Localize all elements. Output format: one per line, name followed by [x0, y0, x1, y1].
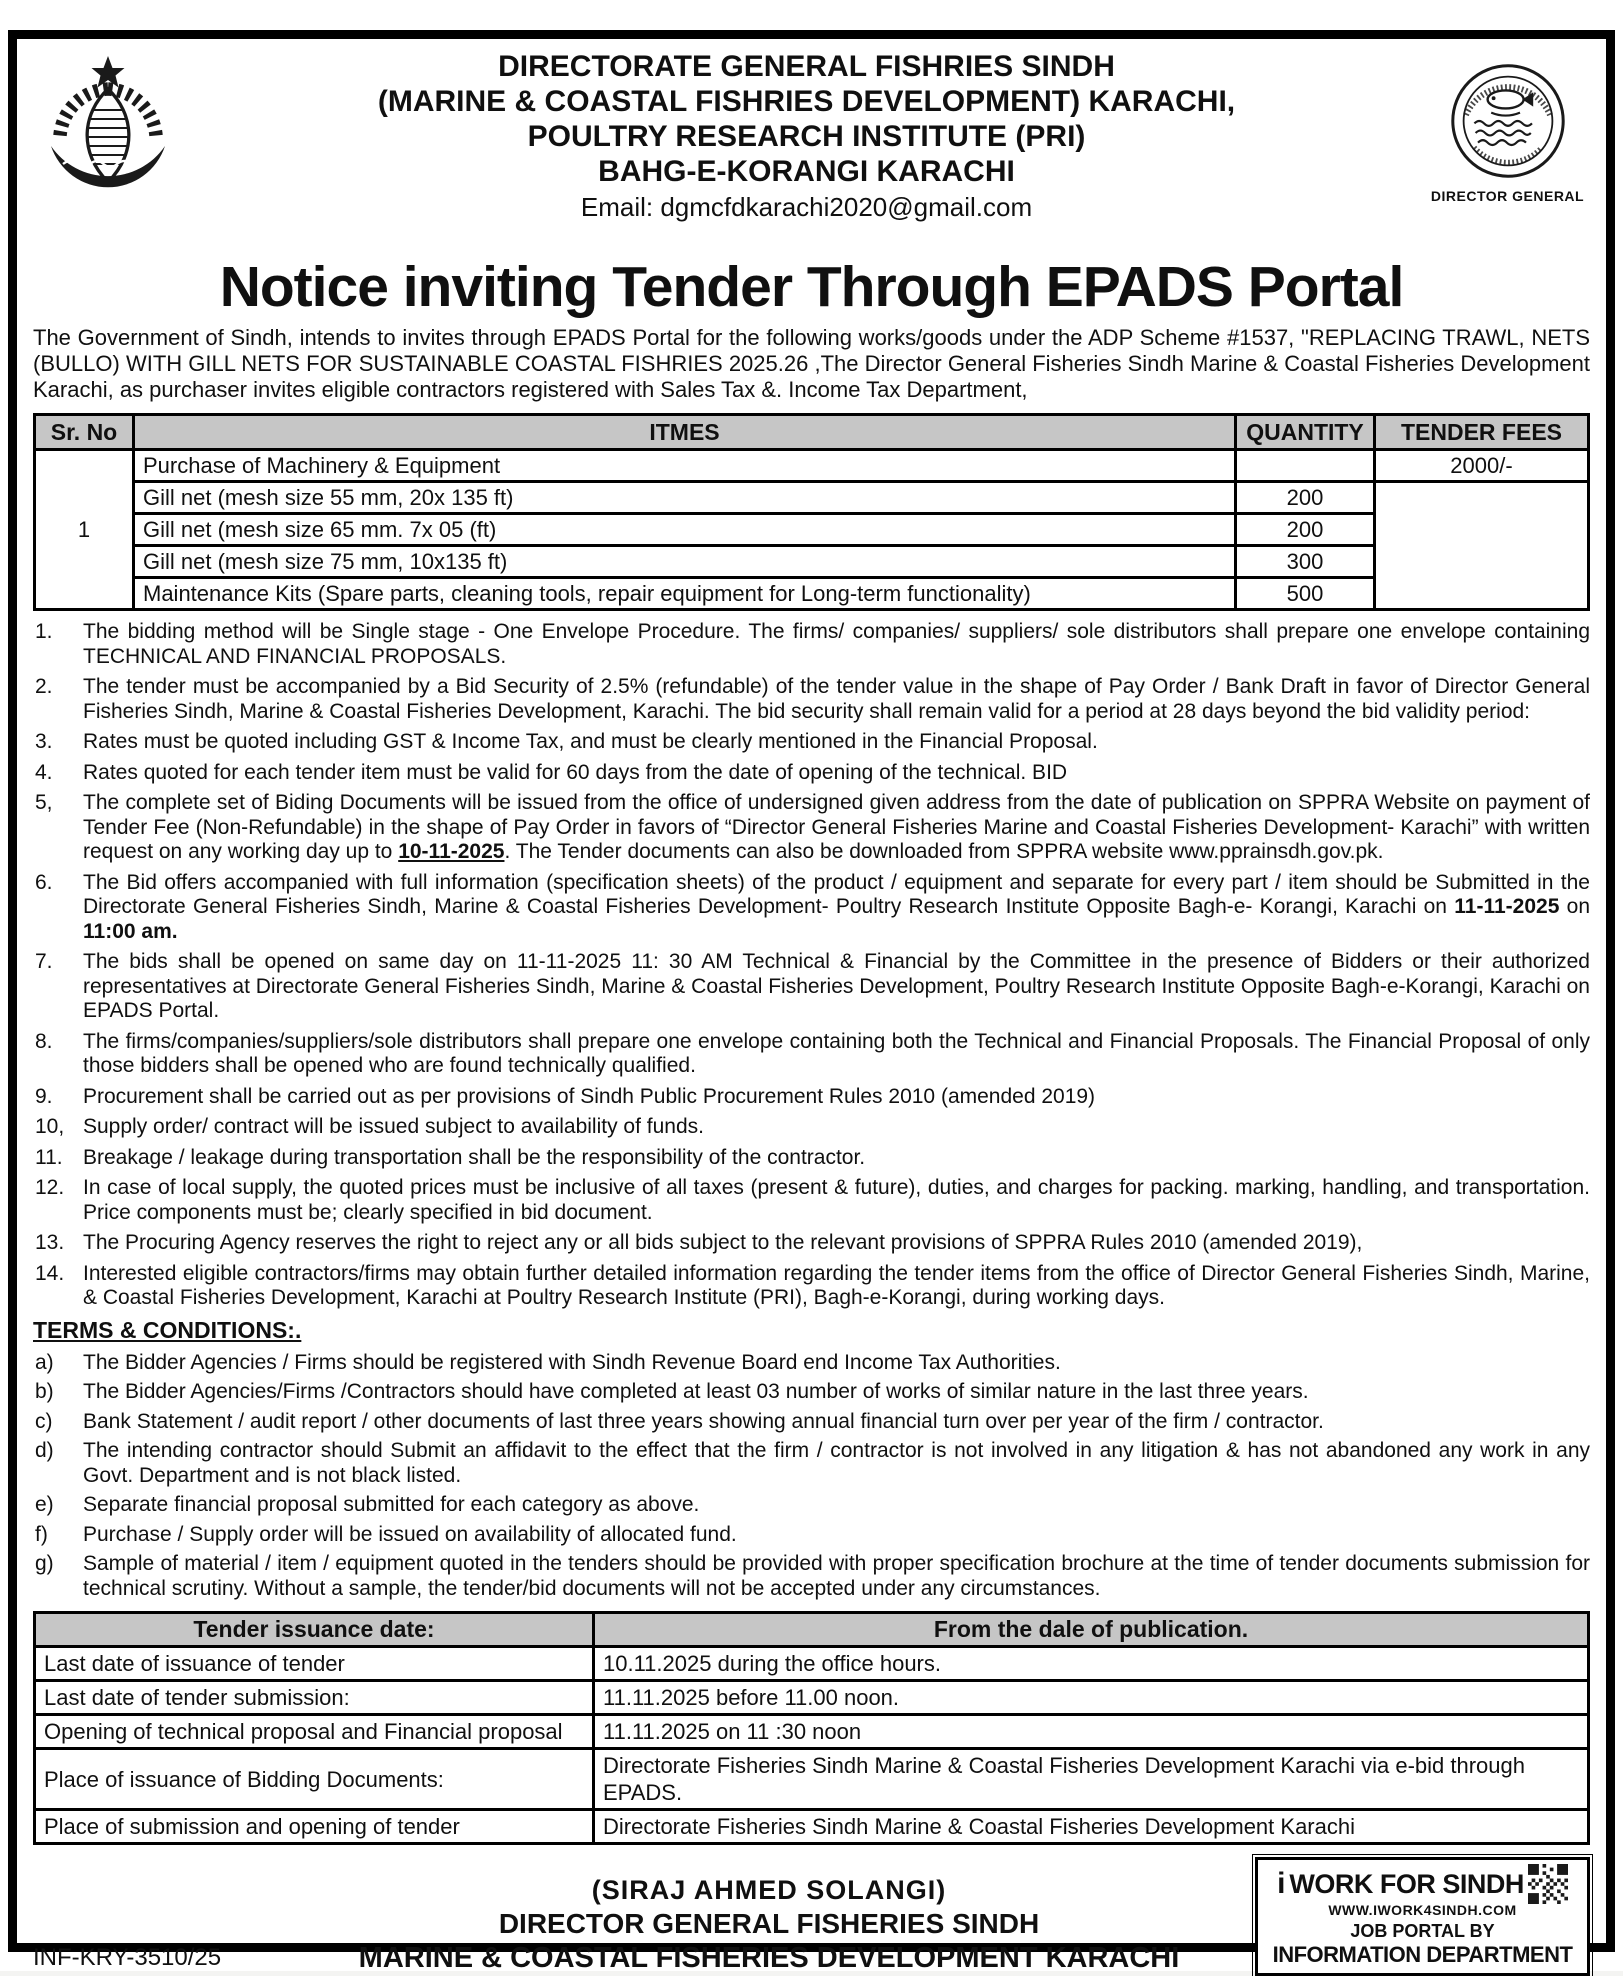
condition-text: The firms/companies/suppliers/sole distributors shall prepare one envelope containing both the Technical and Financial Proposals. The Financial Proposal of only those bidders shall be opened who are found technically qualified.: [83, 1029, 1590, 1077]
header-text-block: [188, 47, 1425, 223]
condition-item: [33, 1262, 1590, 1311]
condition-item: [33, 620, 1590, 669]
signatory-title: DIRECTOR GENERAL FISHERIES SINDH: [498, 1908, 1040, 1939]
items-table-row: [35, 482, 1589, 514]
condition-item: [33, 761, 1590, 786]
term-text: The Bidder Agencies/Firms /Contractors should have completed at least 03 number of works of similar nature in the last three years.: [83, 1380, 1309, 1403]
condition-marker: 4.: [35, 760, 53, 784]
schedule-row: [35, 1749, 1589, 1810]
quantity-cell: [1236, 450, 1375, 482]
condition-item: [33, 1231, 1590, 1256]
schedule-row: [35, 1715, 1589, 1749]
item-cell: Gill net (mesh size 55 mm, 20x 135 ft): [134, 482, 1236, 514]
schedule-label-cell: Last date of tender submission:: [35, 1681, 594, 1715]
schedule-label-cell: Last date of issuance of tender: [35, 1647, 594, 1681]
condition-text: In case of local supply, the quoted prices must be inclusive of all taxes (present & future), duties, and charges for packing. marking, handling, and transportation. Price components must be; clearly specified in bid document.: [83, 1176, 1590, 1224]
condition-item: [33, 1085, 1590, 1110]
schedule-label-cell: Place of submission and opening of tender: [35, 1810, 594, 1844]
condition-text: The bids shall be opened on same day on 11-11-2025 11: 30 AM Technical & Financial by the Committee in the presence of Bidders or their authorized representatives at Directorate General Fisheries Sindh, Marine & Coastal Fisheries Development, Poultry Research Institute Opposite Bagh-e-Korangi, Karachi on EPADS Portal.: [83, 950, 1590, 1022]
sindh-government-emblem-icon: [33, 53, 183, 248]
col-header-tender-fees: TENDER FEES: [1375, 415, 1589, 450]
term-text: Sample of material / item / equipment quoted in the tenders should be provided with proper specification brochure at the time of tender documents submission for technical scrutiny. Without a sample, the tender/bid documents will not be accepted under any circumstances.: [83, 1552, 1590, 1600]
iwork-line2: JOB PORTAL BY: [1350, 1921, 1495, 1941]
condition-item: [33, 1146, 1590, 1171]
signature-block: [283, 1874, 1255, 1976]
notice-footer: [33, 1857, 1590, 1976]
condition-item: [33, 791, 1590, 865]
org-name-line: POULTRY RESEARCH INSTITUTE (PRI): [527, 120, 1086, 153]
term-marker: d): [35, 1439, 54, 1462]
schedule-table-body: [35, 1647, 1589, 1844]
items-table-row: [35, 514, 1589, 546]
condition-text: The complete set of Biding Documents will be issued from the office of undersigned given address from the date of publication on SPPRA Website on payment of Tender Fee (Non-Refundable) in the shape of Pay Order in favors of “Director General Fisheries Marine and Coastal Fisheries Development- Karachi” with written request on any working day up to 10-11-2025. The Tender documents can also be downloaded from SPPRA website www.pprainsdh.gov.pk.: [83, 791, 1590, 863]
org-name-line: (MARINE & COASTAL FISHRIES DEVELOPMENT) KARACHI,: [377, 85, 1236, 118]
condition-marker: 5,: [35, 791, 53, 814]
qr-code-icon: [1528, 1864, 1568, 1904]
iwork-person-icon: i: [1277, 1867, 1286, 1900]
iwork-line3: INFORMATION DEPARTMENT: [1272, 1942, 1573, 1967]
term-marker: b): [35, 1380, 54, 1403]
schedule-label-cell: Place of issuance of Bidding Documents:: [35, 1749, 594, 1810]
condition-marker: 8.: [35, 1029, 53, 1053]
quantity-cell: 300: [1236, 546, 1375, 578]
condition-text: Breakage / leakage during transportation shall be the responsibility of the contractor.: [83, 1145, 866, 1169]
condition-text: Supply order/ contract will be issued subject to availability of funds.: [83, 1115, 704, 1138]
term-text: Purchase / Supply order will be issued on availability of allocated fund.: [83, 1522, 737, 1546]
term-marker: e): [35, 1493, 54, 1516]
schedule-label-cell: Opening of technical proposal and Financial proposal: [35, 1715, 594, 1749]
schedule-value-cell: Directorate Fisheries Sindh Marine & Coastal Fisheries Development Karachi via e-bid through EPADS.: [594, 1749, 1589, 1810]
schedule-value-cell: Directorate Fisheries Sindh Marine & Coastal Fisheries Development Karachi: [594, 1810, 1589, 1844]
item-cell: Purchase of Machinery & Equipment: [134, 450, 1236, 482]
condition-item: [33, 1030, 1590, 1079]
fisheries-department-seal-icon: [1448, 61, 1568, 181]
items-table-row: [35, 450, 1589, 482]
term-text: The Bidder Agencies / Firms should be registered with Sindh Revenue Board end Income Tax Authorities.: [83, 1350, 1061, 1374]
condition-marker: 9.: [35, 1084, 53, 1108]
org-name-line: BAHG-E-KORANGI KARACHI: [598, 155, 1015, 188]
star-icon: [92, 56, 125, 88]
condition-marker: 3.: [35, 730, 53, 753]
item-cell: Gill net (mesh size 65 mm. 7x 05 (ft): [134, 514, 1236, 546]
col-header-from-publication: From the dale of publication.: [594, 1613, 1589, 1647]
items-table-header-row: [35, 415, 1589, 450]
condition-text: The bidding method will be Single stage - One Envelope Procedure. The firms/ companies/ suppliers/ sole distributors shall prepare one envelope containing TECHNICAL AND FINANCIAL PROPOSALS.: [83, 620, 1590, 668]
condition-marker: 12.: [35, 1176, 65, 1199]
signatory-department: MARINE & COASTAL FISHERIES DEVELOPMENT KARACHI: [358, 1942, 1180, 1974]
notice-border-frame: [8, 30, 1615, 1974]
condition-text: Rates must be quoted including GST & Income Tax, and must be clearly mentioned in the Financial Proposal.: [83, 730, 1098, 753]
terms-list: [33, 1351, 1590, 1602]
condition-text: Interested eligible contractors/firms may obtain further detailed information regarding the tender items from the office of Director General Fisheries Sindh, Marine, & Coastal Fisheries Development, Karachi at Poultry Research Institute (PRI), Bagh-e-Korangi, during working days.: [83, 1261, 1590, 1309]
schedule-row: [35, 1647, 1589, 1681]
tender-fee-empty-cell: [1375, 482, 1589, 610]
term-item: [33, 1410, 1590, 1435]
org-name-line: DIRECTORATE GENERAL FISHRIES SINDH: [498, 50, 1115, 83]
term-text: The intending contractor should Submit an affidavit to the effect that the firm / contractor is not involved in any litigation & has not abandoned any work in any Govt. Department and is not black listed.: [83, 1439, 1590, 1487]
condition-marker: 13.: [35, 1231, 65, 1254]
schedule-value-cell: 10.11.2025 during the office hours.: [594, 1647, 1589, 1681]
schedule-value-cell: 11.11.2025 before 11.00 noon.: [594, 1681, 1589, 1715]
signatory-name: (SIRAJ AHMED SOLANGI): [591, 1875, 947, 1905]
condition-text: The Bid offers accompanied with full information (specification sheets) of the product / equipment and separate for every part / item should be Submitted in the Directorate General Fisheries Sindh, Marine & Coastal Fisheries Development- Poultry Research Institute Opposite Bagh-e- Korangi, Karachi on 11-11-2025 on 11:00 am.: [83, 870, 1590, 943]
items-table-row: [35, 546, 1589, 578]
condition-text: Rates quoted for each tender item must be valid for 60 days from the date of opening of the technical. BID: [83, 760, 1068, 784]
condition-marker: 6.: [35, 870, 53, 894]
iwork-for-sindh-box: [1255, 1857, 1590, 1976]
reference-number: INF-KRY-3510/25: [33, 1944, 222, 1971]
sr-no-cell: 1: [35, 450, 134, 610]
header-right-seal-wrap: [1425, 47, 1590, 204]
term-item: [33, 1439, 1590, 1488]
schedule-row: [35, 1681, 1589, 1715]
iwork-url: WWW.IWORK4SINDH.COM: [1328, 1902, 1517, 1918]
term-marker: c): [35, 1409, 53, 1433]
condition-marker: 7.: [35, 950, 53, 973]
term-marker: f): [35, 1522, 48, 1546]
schedule-row: [35, 1810, 1589, 1844]
term-marker: a): [35, 1350, 54, 1374]
term-item: [33, 1351, 1590, 1376]
term-text: Separate financial proposal submitted for each category as above.: [83, 1493, 700, 1516]
iwork-title-row: [1264, 1864, 1581, 1904]
tender-fee-cell: 2000/-: [1375, 450, 1589, 482]
term-item: [33, 1523, 1590, 1548]
col-header-sr-no: Sr. No: [35, 415, 134, 450]
condition-item: [33, 1115, 1590, 1140]
condition-text: The Procuring Agency reserves the right to reject any or all bids subject to the relevant provisions of SPPRA Rules 2010 (amended 2019),: [83, 1231, 1363, 1254]
intro-paragraph: The Government of Sindh, intends to invites through EPADS Portal for the following works/goods under the ADP Scheme #1537, "REPLACING TRAWL, NETS (BULLO) WITH GILL NETS FOR SUSTAINABLE COASTAL FISHRIES 2025.26 ,The Director General Fisheries Sindh Marine & Coastal Fisheries Development Karachi, as purchaser invites eligible contractors registered with Sales Tax &. Income Tax Department,: [33, 325, 1590, 402]
condition-item: [33, 730, 1590, 755]
items-table: [33, 413, 1590, 611]
term-item: [33, 1552, 1590, 1601]
notice-header: [33, 47, 1590, 253]
term-item: [33, 1380, 1590, 1405]
schedule-value-cell: 11.11.2025 on 11 :30 noon: [594, 1715, 1589, 1749]
iwork-title: WORK FOR SINDH: [1289, 1868, 1524, 1899]
condition-marker: 11.: [35, 1145, 63, 1169]
condition-text: Procurement shall be carried out as per provisions of Sindh Public Procurement Rules 2010 (amended 2019): [83, 1084, 1096, 1108]
col-header-items: ITMES: [134, 415, 1236, 450]
term-item: [33, 1493, 1590, 1518]
condition-marker: 10,: [35, 1115, 65, 1138]
items-table-row: [35, 578, 1589, 610]
term-marker: g): [35, 1552, 54, 1575]
condition-item: [33, 950, 1590, 1024]
schedule-table-head: [35, 1613, 1589, 1647]
items-table-head: [35, 415, 1589, 450]
notice-title: Notice inviting Tender Through EPADS Portal: [219, 255, 1404, 319]
quantity-cell: 200: [1236, 514, 1375, 546]
condition-item: [33, 675, 1590, 724]
condition-marker: 14.: [35, 1261, 65, 1285]
conditions-list: [33, 620, 1590, 1311]
item-cell: Maintenance Kits (Spare parts, cleaning tools, repair equipment for Long-term functionality): [134, 578, 1236, 610]
col-header-issuance-date: Tender issuance date:: [35, 1613, 594, 1647]
schedule-table: [33, 1611, 1590, 1845]
condition-marker: 1.: [35, 620, 53, 643]
item-cell: Gill net (mesh size 75 mm, 10x135 ft): [134, 546, 1236, 578]
quantity-cell: 200: [1236, 482, 1375, 514]
email-line: Email: dgmcfdkarachi2020@gmail.com: [580, 192, 1033, 222]
condition-text: The tender must be accompanied by a Bid Security of 2.5% (refundable) of the tender value in the shape of Pay Order / Bank Draft in favor of Director General Fisheries Sindh, Marine & Coastal Fisheries Development, Karachi. The bid security shall remain valid for a period at 28 days beyond the bid validity period:: [83, 675, 1590, 723]
col-header-quantity: QUANTITY: [1236, 415, 1375, 450]
seal-caption: DIRECTOR GENERAL: [1430, 188, 1585, 204]
condition-marker: 2.: [35, 675, 53, 698]
items-table-body: [35, 450, 1589, 610]
condition-item: [33, 1176, 1590, 1225]
term-text: Bank Statement / audit report / other documents of last three years showing annual financial turn over per year of the firm / contractor.: [83, 1409, 1324, 1433]
schedule-header-row: [35, 1613, 1589, 1647]
header-left-logo-wrap: [33, 47, 188, 253]
condition-item: [33, 871, 1590, 945]
terms-heading: TERMS & CONDITIONS:.: [33, 1316, 302, 1343]
waves-icon: [1474, 121, 1532, 126]
quantity-cell: 500: [1236, 578, 1375, 610]
